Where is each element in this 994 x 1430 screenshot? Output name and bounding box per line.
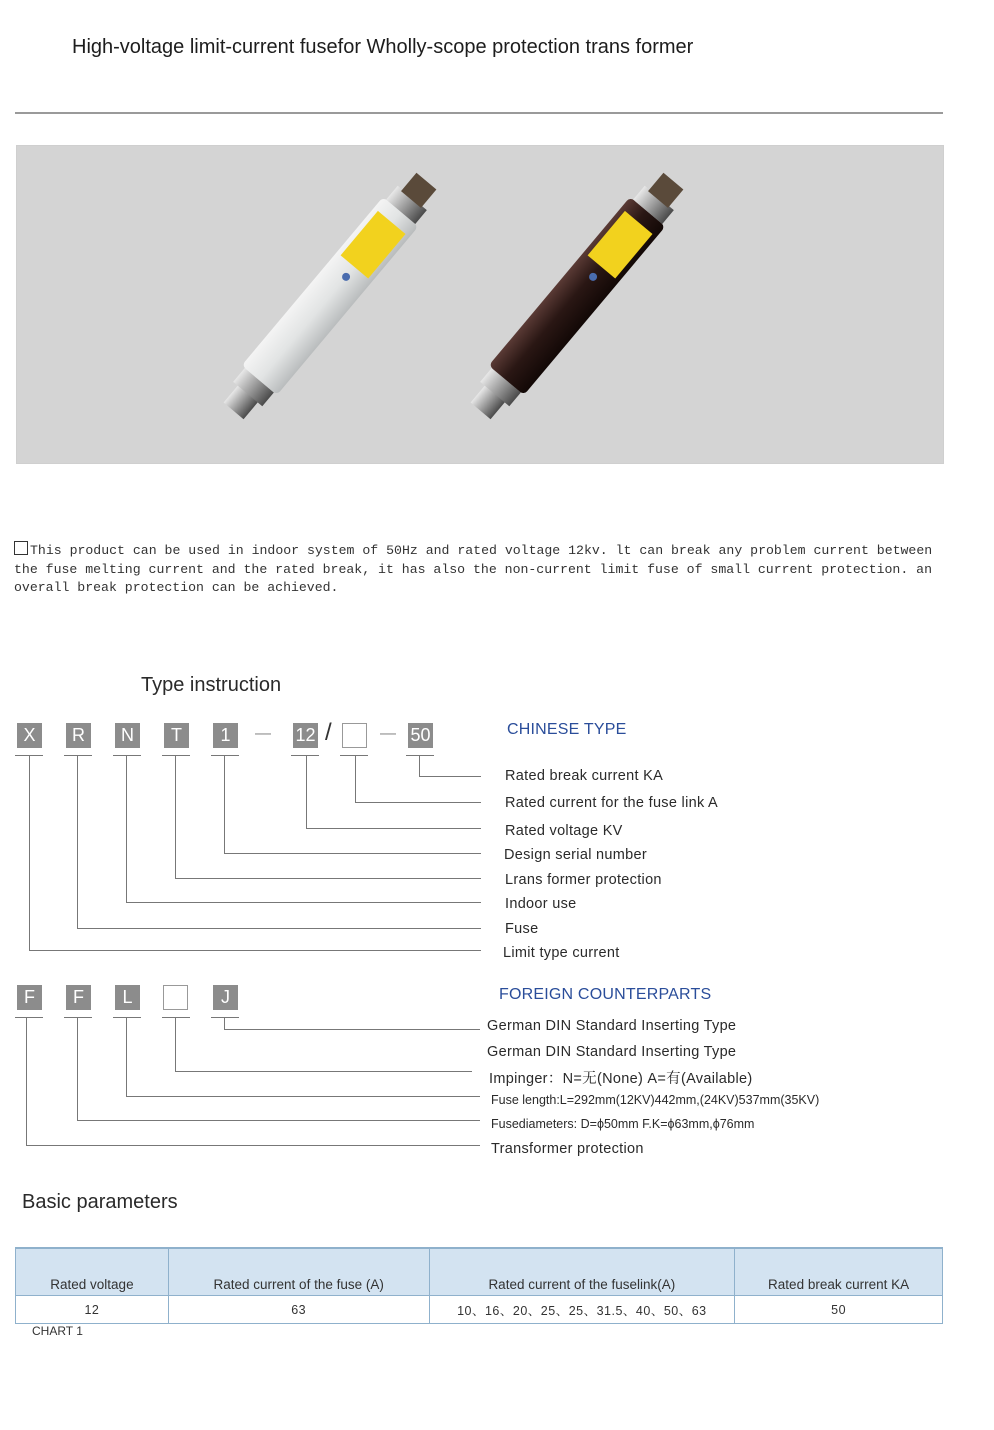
code-underline — [291, 755, 319, 756]
leader-line — [175, 755, 176, 879]
leader-line — [77, 1120, 480, 1121]
table-cell: 10、16、20、25、25、31.5、40、50、63 — [429, 1296, 735, 1324]
product-photo — [16, 145, 944, 464]
code-underline — [406, 755, 434, 756]
chinese-type-label: Design serial number — [504, 847, 648, 863]
leader-line — [126, 755, 127, 903]
chinese-type-label: Fuse — [505, 921, 539, 937]
foreign-label: Transformer protection — [491, 1141, 644, 1157]
code-slash: / — [325, 719, 332, 746]
title-divider — [15, 112, 943, 114]
code-dash: — — [255, 725, 271, 742]
leader-line — [77, 928, 481, 929]
code-box: R — [66, 723, 91, 748]
leader-line — [175, 1071, 472, 1072]
table-header: Rated current of the fuselink(A) — [429, 1248, 735, 1296]
leader-line — [126, 1096, 480, 1097]
foreign-label: German DIN Standard Inserting Type — [487, 1044, 737, 1060]
table-header: Rated break current KA — [735, 1248, 943, 1296]
foreign-code-box: J — [213, 985, 238, 1010]
chinese-type-label: Indoor use — [505, 896, 577, 912]
table-cell: 50 — [735, 1296, 943, 1324]
fuse-illustration — [17, 146, 943, 463]
page-title: High-voltage limit-current fusefor Wholly-scope protection trans former — [72, 36, 694, 58]
table-header: Rated voltage — [16, 1248, 169, 1296]
foreign-counterparts-heading: FOREIGN COUNTERPARTS — [499, 986, 712, 1003]
leader-line — [26, 1145, 480, 1146]
checkbox-glyph — [14, 541, 28, 555]
chinese-type-heading: CHINESE TYPE — [507, 721, 627, 738]
chinese-type-label: Rated current for the fuse link A — [505, 795, 719, 811]
code-box: 50 — [408, 723, 433, 748]
leader-line — [175, 1017, 176, 1072]
code-box: 12 — [293, 723, 318, 748]
chinese-type-label: Rated break current KA — [505, 768, 664, 784]
leader-line — [77, 755, 78, 929]
code-underline — [211, 755, 239, 756]
leader-line — [175, 878, 481, 879]
table-row — [16, 1296, 943, 1324]
table-cell: 63 — [168, 1296, 429, 1324]
foreign-label: German DIN Standard Inserting Type — [487, 1018, 737, 1034]
leader-line — [224, 755, 225, 854]
foreign-code-box: L — [115, 985, 140, 1010]
leader-line — [355, 755, 356, 803]
code-underline — [113, 1017, 141, 1018]
code-box: 1 — [213, 723, 238, 748]
code-dash: — — [380, 725, 396, 742]
basic-parameters-heading: Basic parameters — [22, 1191, 178, 1213]
code-box-empty — [342, 723, 367, 748]
code-box: T — [164, 723, 189, 748]
type-instruction-heading: Type instruction — [141, 674, 282, 696]
foreign-code-box: F — [66, 985, 91, 1010]
code-underline — [162, 755, 190, 756]
foreign-code-box: F — [17, 985, 42, 1010]
leader-line — [224, 853, 481, 854]
code-underline — [15, 1017, 43, 1018]
foreign-label: Fuse length:L=292mm(12KV)442mm,(24KV)537mm(35KV) — [491, 1093, 820, 1107]
leader-line — [224, 1029, 480, 1030]
leader-line — [29, 755, 30, 951]
code-underline — [113, 755, 141, 756]
white-fuse — [216, 166, 444, 425]
code-underline — [340, 755, 368, 756]
foreign-label: Impinger：N=无(None) A=有(Available) — [489, 1071, 753, 1087]
code-underline — [64, 1017, 92, 1018]
code-underline — [211, 1017, 239, 1018]
code-box: X — [17, 723, 42, 748]
chinese-type-label: Limit type current — [503, 945, 620, 961]
leader-line — [126, 1017, 127, 1097]
table-header: Rated current of the fuse (A) — [168, 1248, 429, 1296]
parameters-table — [15, 1247, 943, 1324]
table-header-row — [16, 1248, 943, 1296]
chinese-type-label: Lrans former protection — [505, 872, 662, 888]
leader-line — [77, 1017, 78, 1121]
black-fuse — [463, 166, 691, 425]
leader-line — [29, 950, 481, 951]
leader-line — [126, 902, 481, 903]
leader-line — [419, 776, 481, 777]
code-underline — [64, 755, 92, 756]
code-box: N — [115, 723, 140, 748]
leader-line — [419, 755, 420, 777]
product-description: This product can be used in indoor system of 50Hz and rated voltage 12kv. lt can break any problem current between the fuse melting current and the rated break, it has also the non-current limit fuse of small current protection. an overall break protection can be achieved. — [14, 543, 933, 595]
foreign-label: Fusediameters: D=ϕ50mm F.K=ϕ63mm,ϕ76mm — [491, 1117, 755, 1131]
leader-line — [26, 1017, 27, 1146]
leader-line — [355, 802, 481, 803]
foreign-code-box-empty — [163, 985, 188, 1010]
table-caption: CHART 1 — [32, 1324, 83, 1338]
table-cell: 12 — [16, 1296, 169, 1324]
leader-line — [306, 828, 481, 829]
chinese-type-label: Rated voltage KV — [505, 823, 623, 839]
code-underline — [162, 1017, 190, 1018]
leader-line — [306, 755, 307, 829]
